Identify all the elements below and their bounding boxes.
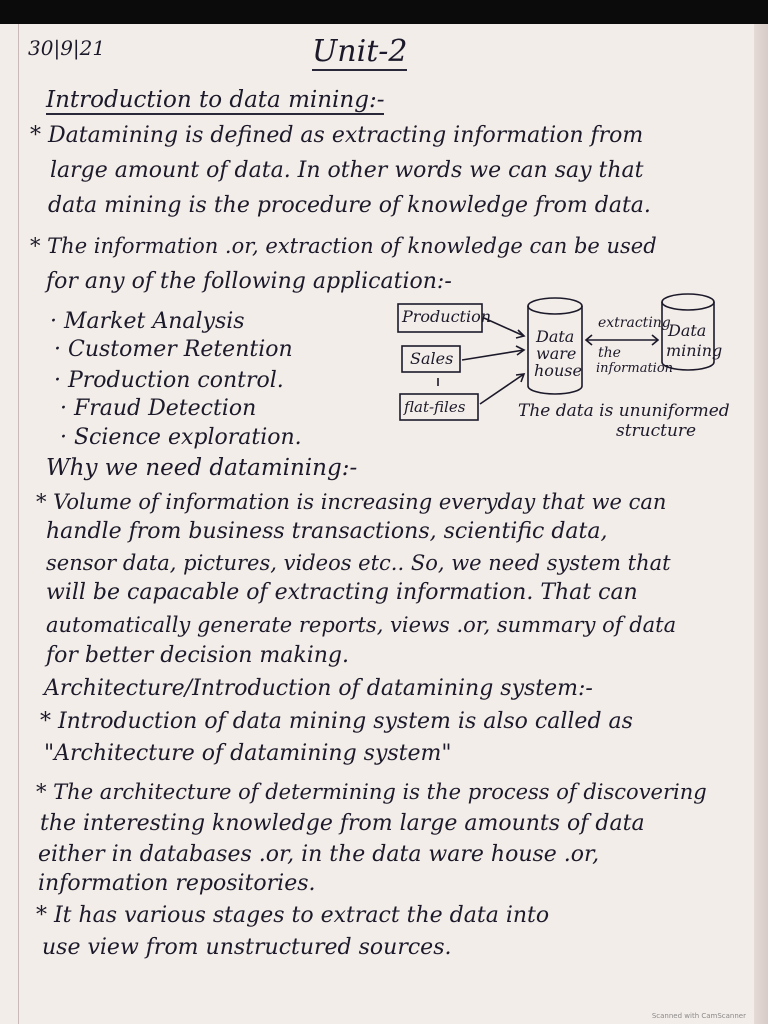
why-line: sensor data, pictures, videos etc.. So, we need system that (46, 551, 671, 575)
application-item: · Customer Retention (54, 337, 293, 362)
section-heading-why (46, 456, 357, 480)
arrow-label-the: the (598, 345, 621, 361)
why-line: * Volume of information is increasing everyday that we can (36, 490, 667, 514)
application-item: · Market Analysis (50, 309, 245, 334)
arrow-label-information: information (596, 361, 674, 376)
intro-line: for any of the following application:- (46, 269, 452, 294)
architecture-line: the interesting knowledge from large amounts of data (40, 811, 645, 836)
intro-line: data mining is the procedure of knowledge from data. (48, 193, 651, 218)
architecture-line: either in databases .or, in the data ware house .or, (38, 842, 600, 867)
warehouse-label: house (534, 361, 582, 380)
intro-line: * The information .or, extraction of knowledge can be used (30, 234, 657, 258)
warehouse-label: Data (536, 327, 575, 346)
note-date: 30|9|21 (28, 36, 106, 60)
why-line: for better decision making. (46, 643, 349, 668)
why-line: automatically generate reports, views .or, summary of data (46, 613, 677, 637)
arrow-label-extracting: extracting (598, 315, 671, 331)
architecture-line: * It has various stages to extract the data into (36, 903, 550, 928)
why-line: handle from business transactions, scientific data, (46, 519, 608, 544)
architecture-line: * The architecture of determining is the process of discovering (36, 780, 707, 804)
architecture-line: * Introduction of data mining system is also called as (40, 709, 633, 734)
intro-line: * Datamining is defined as extracting information from (30, 123, 644, 148)
why-line: will be capacable of extracting information. That can (46, 580, 638, 605)
source-label-flat-files: flat-files (404, 398, 466, 416)
intro-line: large amount of data. In other words we can say that (50, 158, 644, 183)
scanner-stamp: Scanned with CamScanner (651, 1012, 746, 1020)
diagram-caption: The data is ununiformed (518, 401, 730, 421)
mining-label: Data (668, 321, 707, 340)
architecture-line: use view from unstructured sources. (42, 935, 452, 960)
warehouse-label: ware (536, 344, 577, 363)
section-heading-architecture: Architecture/Introduction of datamining system:- (44, 676, 593, 701)
application-item: · Science exploration. (60, 425, 302, 450)
section-heading-intro: Introduction to data mining:- (46, 87, 385, 113)
application-item: · Fraud Detection (60, 396, 257, 421)
source-label-production: Production (402, 307, 492, 326)
architecture-line: information repositories. (38, 871, 316, 896)
application-item: · Production control. (54, 368, 284, 393)
mining-label: mining (666, 341, 723, 360)
source-label-sales: Sales (410, 349, 454, 368)
diagram-caption: structure (616, 421, 697, 441)
architecture-line: "Architecture of datamining system" (44, 741, 452, 766)
section-heading-why-text: Why we need datamining:- (46, 455, 358, 481)
page-title: Unit-2 (312, 34, 408, 69)
